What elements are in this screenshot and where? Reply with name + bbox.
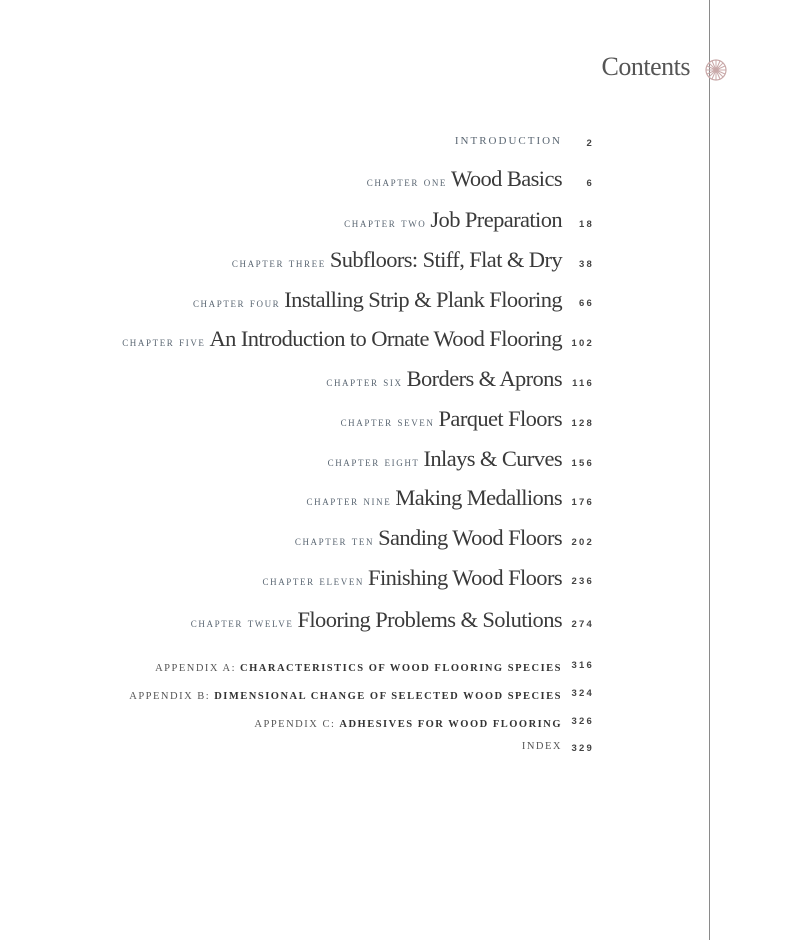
chapter-title: Subfloors: Stiff, Flat & Dry [329,247,562,272]
toc-introduction[interactable] [455,135,562,147]
appendix-page: 324 [571,688,594,699]
toc-chapter-eleven[interactable] [263,565,563,591]
appendix-title: ADHESIVES FOR WOOD FLOORING [339,719,562,730]
toc-chapter-nine[interactable] [307,485,563,511]
appendix-title: DIMENSIONAL CHANGE OF SELECTED WOOD SPECIES [214,691,562,702]
chapter-label: chapter two [344,216,427,230]
chapter-label: chapter three [231,256,326,270]
chapter-title: Parquet Floors [438,406,562,431]
chapter-title: Finishing Wood Floors [368,565,562,590]
appendix-prefix: APPENDIX C: [254,719,336,730]
index-page: 329 [571,743,594,754]
chapter-title: Installing Strip & Plank Flooring [284,287,562,312]
page-edge-rule [709,0,710,940]
toc-chapter-twelve[interactable] [191,607,562,633]
chapter-title: Flooring Problems & Solutions [297,607,562,632]
chapter-page: 38 [579,259,594,270]
index-label: INDEX [521,741,562,752]
chapter-label: chapter five [122,335,206,349]
chapter-page: 128 [571,418,594,429]
chapter-label: chapter eight [327,455,420,469]
chapter-page: 18 [579,219,594,230]
introduction-page: 2 [586,138,594,149]
appendix-page: 326 [571,716,594,727]
toc-chapter-five[interactable] [122,326,562,352]
chapter-title: An Introduction to Ornate Wood Flooring [209,326,562,351]
toc-chapter-seven[interactable] [341,406,562,432]
chapter-title: Sanding Wood Floors [378,525,562,550]
chapter-label: chapter eleven [262,574,365,588]
chapter-page: 102 [571,338,594,349]
toc-appendix-b[interactable] [129,686,562,704]
introduction-label: INTRODUCTION [454,135,562,147]
appendix-prefix: APPENDIX B: [129,691,211,702]
toc-index[interactable] [522,741,562,752]
chapter-label: chapter four [192,296,281,310]
chapter-label: chapter nine [306,494,392,508]
chapter-title: Wood Basics [451,166,562,191]
chapter-label: chapter six [326,375,403,389]
chapter-label: chapter twelve [190,616,294,630]
chapter-title: Inlays & Curves [423,446,562,471]
toc-appendix-c[interactable] [254,714,562,732]
chapter-label: chapter one [366,175,448,189]
appendix-title: CHARACTERISTICS OF WOOD FLOORING SPECIES [240,663,562,674]
chapter-title: Making Medallions [395,485,562,510]
rosette-ornament-icon [702,58,730,82]
toc-appendix-a[interactable] [155,658,562,676]
chapter-page: 6 [586,178,594,189]
toc-chapter-ten[interactable] [295,525,562,551]
chapter-page: 176 [571,497,594,508]
toc-chapter-six[interactable] [326,366,562,392]
chapter-label: chapter seven [340,415,435,429]
chapter-title: Job Preparation [430,207,562,232]
toc-chapter-three[interactable] [232,247,562,273]
chapter-page: 156 [571,458,594,469]
chapter-title: Borders & Aprons [406,366,562,391]
toc-chapter-eight[interactable] [328,446,562,472]
chapter-label: chapter ten [294,534,375,548]
page-title: Contents [601,52,690,81]
toc-chapter-four[interactable] [193,287,562,313]
chapter-page: 66 [579,298,594,309]
toc-chapter-one[interactable] [367,166,562,192]
chapter-page: 236 [571,576,594,587]
chapter-page: 202 [571,537,594,548]
appendix-page: 316 [571,660,594,671]
toc-chapter-two[interactable] [344,207,562,233]
appendix-prefix: APPENDIX A: [155,663,237,674]
chapter-page: 274 [571,619,594,630]
chapter-page: 116 [572,378,594,389]
